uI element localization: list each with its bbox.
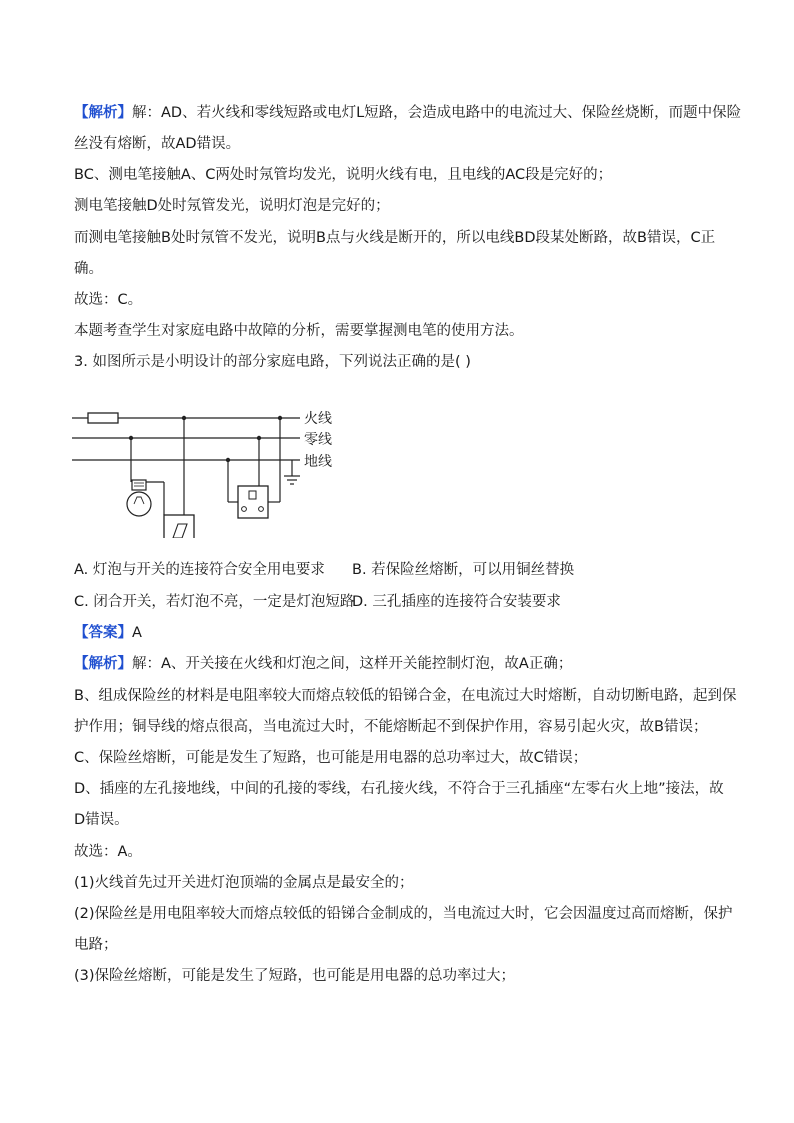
switch-icon [164, 515, 194, 538]
summary-line: (2)保险丝是用电阻率较大而熔点较低的铅锑合金制成的，当电流过大时，它会因温度过高而熔断，保护 [74, 906, 733, 922]
fuse-icon [88, 413, 118, 423]
analysis-line: D、插座的左孔接地线，中间的孔接的零线，右孔接火线，不符合于三孔插座“左零右火上地”接法，故 [74, 781, 724, 797]
option-c: C. 闭合开关，若灯泡不亮，一定是灯泡短路 [74, 594, 355, 610]
answer-value: A [132, 625, 142, 641]
analysis-line: BC、测电笔接触A、C两处时氖管均发光，说明火线有电，且电线的AC段是完好的； [74, 167, 613, 183]
analysis-line: 【解析】解：A、开关接在火线和灯泡之间，这样开关能控制灯泡，故A正确； [74, 656, 573, 672]
analysis-tag: 【解析】 [74, 656, 132, 672]
option-b: B. 若保险丝熔断，可以用铜丝替换 [352, 562, 575, 578]
analysis-line: 测电笔接触D处时氖管发光，说明灯泡是完好的； [74, 198, 390, 214]
analysis-line: 丝没有熔断，故AD错误。 [74, 136, 241, 152]
answer-choice-line: 故选：A。 [74, 844, 142, 860]
analysis-line: 而测电笔接触B处时氖管不发光，说明B点与火线是断开的，所以电线BD段某处断路，故B错误，C正 [74, 230, 716, 246]
ground-label: 地线 [304, 454, 332, 470]
summary-line: 本题考查学生对家庭电路中故障的分析，需要掌握测电笔的使用方法。 [74, 323, 524, 339]
summary-line: (3)保险丝熔断，可能是发生了短路，也可能是用电器的总功率过大； [74, 968, 516, 984]
analysis-line: 【解析】解：AD、若火线和零线短路或电灯L短路，会造成电路中的电流过大、保险丝烧断，而题中保险 [74, 105, 742, 121]
answer-choice-line: 故选：C。 [74, 292, 143, 308]
analysis-line: B、组成保险丝的材料是电阻率较大而熔点较低的铅锑合金，在电流过大时熔断，自动切断电路，起到保 [74, 688, 737, 704]
analysis-line: 护作用；铜导线的熔点很高，当电流过大时，不能熔断起不到保护作用，容易引起火灾，故B错误； [74, 719, 708, 735]
summary-line: (1)火线首先过开关进灯泡顶端的金属点是最安全的； [74, 875, 414, 891]
option-d: D. 三孔插座的连接符合安装要求 [352, 594, 561, 610]
analysis-line: C、保险丝熔断，可能是发生了短路，也可能是用电器的总功率过大，故C错误； [74, 750, 588, 766]
circuit-diagram [60, 398, 360, 538]
neutral-label: 零线 [304, 432, 332, 448]
answer-line [74, 623, 142, 643]
summary-line: 电路； [74, 937, 118, 953]
analysis-tag: 【解析】 [74, 105, 132, 121]
analysis-line: 确。 [74, 261, 103, 277]
ground-symbol-icon [284, 476, 300, 484]
analysis-line: D错误。 [74, 812, 129, 828]
option-a: A. 灯泡与开关的连接符合安全用电要求 [74, 562, 325, 578]
answer-tag: 【答案】 [74, 625, 132, 641]
live-label: 火线 [304, 411, 332, 427]
question-stem: 3. 如图所示是小明设计的部分家庭电路，下列说法正确的是( ) [74, 354, 471, 370]
three-hole-socket-icon [238, 486, 268, 518]
light-bulb-icon [127, 480, 151, 516]
